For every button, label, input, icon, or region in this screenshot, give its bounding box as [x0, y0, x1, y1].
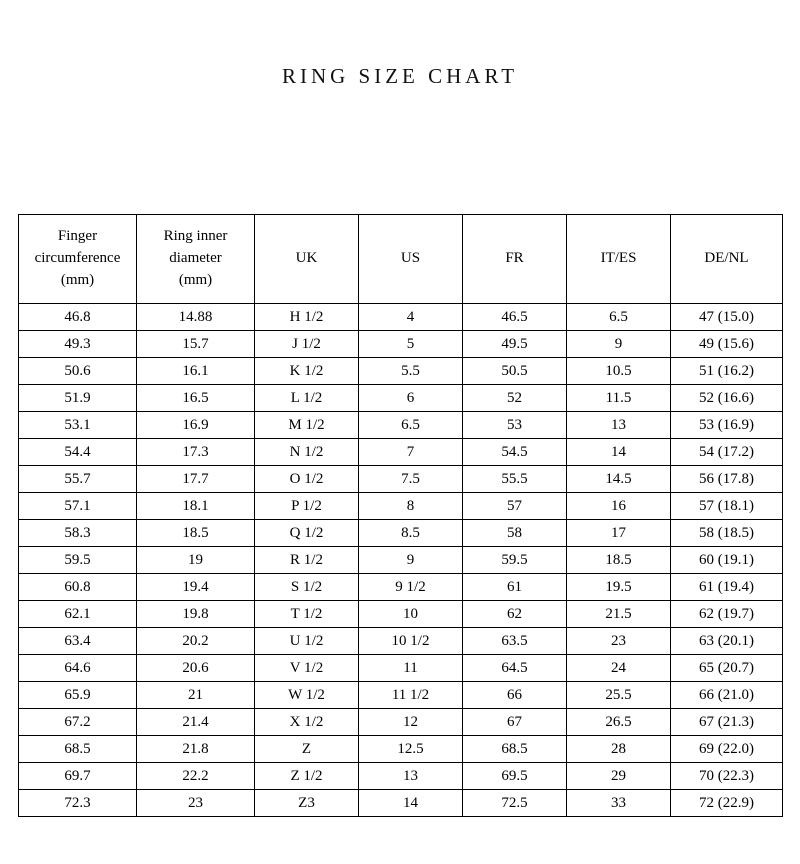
table-cell: M 1/2 — [255, 412, 359, 439]
table-cell: 50.6 — [19, 358, 137, 385]
table-row — [19, 790, 783, 817]
table-row — [19, 358, 783, 385]
table-cell: N 1/2 — [255, 439, 359, 466]
table-cell: 49.5 — [463, 331, 567, 358]
table-cell: Z 1/2 — [255, 763, 359, 790]
table-cell: 8.5 — [359, 520, 463, 547]
table-cell: 56 (17.8) — [671, 466, 783, 493]
table-row — [19, 601, 783, 628]
table-cell: 20.6 — [137, 655, 255, 682]
table-cell: 57 — [463, 493, 567, 520]
table-cell: 12.5 — [359, 736, 463, 763]
table-row — [19, 439, 783, 466]
table-cell: 49.3 — [19, 331, 137, 358]
table-cell: X 1/2 — [255, 709, 359, 736]
table-cell: 68.5 — [463, 736, 567, 763]
table-cell: 59.5 — [19, 547, 137, 574]
table-cell: 17.7 — [137, 466, 255, 493]
table-cell: O 1/2 — [255, 466, 359, 493]
table-cell: 60 (19.1) — [671, 547, 783, 574]
table-cell: 21 — [137, 682, 255, 709]
table-cell: 26.5 — [567, 709, 671, 736]
column-header-line: IT/ES — [600, 250, 637, 267]
table-cell: 11 — [359, 655, 463, 682]
table-cell: 65.9 — [19, 682, 137, 709]
table-cell: 47 (15.0) — [671, 304, 783, 331]
table-cell: 11.5 — [567, 385, 671, 412]
table-cell: 9 1/2 — [359, 574, 463, 601]
table-row — [19, 331, 783, 358]
column-header — [463, 215, 567, 304]
table-cell: 6.5 — [567, 304, 671, 331]
table-cell: 53 — [463, 412, 567, 439]
table-row — [19, 628, 783, 655]
table-cell: 13 — [359, 763, 463, 790]
table-cell: 8 — [359, 493, 463, 520]
table-cell: 66 (21.0) — [671, 682, 783, 709]
table-cell: 55.5 — [463, 466, 567, 493]
table-cell: 63.5 — [463, 628, 567, 655]
table-row — [19, 466, 783, 493]
table-cell: 58 (18.5) — [671, 520, 783, 547]
table-cell: 46.5 — [463, 304, 567, 331]
table-cell: 54 (17.2) — [671, 439, 783, 466]
table-cell: 54.5 — [463, 439, 567, 466]
table-cell: 53 (16.9) — [671, 412, 783, 439]
table-row — [19, 520, 783, 547]
table-cell: 29 — [567, 763, 671, 790]
table-cell: 5 — [359, 331, 463, 358]
table-cell: 24 — [567, 655, 671, 682]
table-cell: 61 (19.4) — [671, 574, 783, 601]
table-cell: 19.4 — [137, 574, 255, 601]
table-cell: 23 — [137, 790, 255, 817]
table-cell: 18.1 — [137, 493, 255, 520]
table-cell: 72.5 — [463, 790, 567, 817]
table-cell: H 1/2 — [255, 304, 359, 331]
table-cell: 5.5 — [359, 358, 463, 385]
table-cell: 70 (22.3) — [671, 763, 783, 790]
table-cell: 58 — [463, 520, 567, 547]
table-cell: 72.3 — [19, 790, 137, 817]
table-row — [19, 655, 783, 682]
table-cell: 61 — [463, 574, 567, 601]
table-cell: 14 — [359, 790, 463, 817]
table-cell: 28 — [567, 736, 671, 763]
table-cell: 9 — [567, 331, 671, 358]
table-cell: W 1/2 — [255, 682, 359, 709]
table-cell: Z — [255, 736, 359, 763]
table-cell: 21.5 — [567, 601, 671, 628]
table-cell: Q 1/2 — [255, 520, 359, 547]
table-cell: 7.5 — [359, 466, 463, 493]
column-header-line: diameter — [169, 250, 222, 267]
table-cell: 50.5 — [463, 358, 567, 385]
table-row — [19, 412, 783, 439]
table-cell: 49 (15.6) — [671, 331, 783, 358]
table-row — [19, 493, 783, 520]
table-cell: 52 — [463, 385, 567, 412]
table-cell: K 1/2 — [255, 358, 359, 385]
column-header — [567, 215, 671, 304]
table-cell: 21.8 — [137, 736, 255, 763]
table-cell: P 1/2 — [255, 493, 359, 520]
table-cell: 33 — [567, 790, 671, 817]
table-cell: 17 — [567, 520, 671, 547]
table-row — [19, 547, 783, 574]
table-row — [19, 736, 783, 763]
table-cell: 16.9 — [137, 412, 255, 439]
table-cell: 69.7 — [19, 763, 137, 790]
table-cell: 10.5 — [567, 358, 671, 385]
table-cell: 19.5 — [567, 574, 671, 601]
table-cell: 17.3 — [137, 439, 255, 466]
table-cell: 64.6 — [19, 655, 137, 682]
table-cell: 60.8 — [19, 574, 137, 601]
table-cell: 19.8 — [137, 601, 255, 628]
table-cell: 21.4 — [137, 709, 255, 736]
table-cell: 10 1/2 — [359, 628, 463, 655]
table-cell: 67.2 — [19, 709, 137, 736]
table-cell: 72 (22.9) — [671, 790, 783, 817]
column-header-line: DE/NL — [704, 250, 749, 267]
column-header-line: US — [400, 250, 421, 267]
table-cell: 6 — [359, 385, 463, 412]
table-cell: 15.7 — [137, 331, 255, 358]
table-row — [19, 763, 783, 790]
column-header-line: FR — [505, 250, 524, 267]
table-cell: U 1/2 — [255, 628, 359, 655]
table-cell: 55.7 — [19, 466, 137, 493]
column-header — [359, 215, 463, 304]
table-cell: 59.5 — [463, 547, 567, 574]
table-cell: 66 — [463, 682, 567, 709]
table-cell: 14.5 — [567, 466, 671, 493]
table-cell: 57 (18.1) — [671, 493, 783, 520]
table-cell: 58.3 — [19, 520, 137, 547]
table-cell: 12 — [359, 709, 463, 736]
table-cell: 51 (16.2) — [671, 358, 783, 385]
column-header-line: UK — [295, 250, 318, 267]
table-cell: 22.2 — [137, 763, 255, 790]
ring-size-table — [18, 214, 783, 817]
table-cell: 63 (20.1) — [671, 628, 783, 655]
table-row — [19, 574, 783, 601]
table-cell: 7 — [359, 439, 463, 466]
table-cell: 20.2 — [137, 628, 255, 655]
table-cell: S 1/2 — [255, 574, 359, 601]
table-cell: 64.5 — [463, 655, 567, 682]
table-cell: J 1/2 — [255, 331, 359, 358]
table-cell: 69 (22.0) — [671, 736, 783, 763]
column-header-line: Finger — [57, 228, 98, 245]
table-cell: 57.1 — [19, 493, 137, 520]
table-cell: 10 — [359, 601, 463, 628]
table-cell: 25.5 — [567, 682, 671, 709]
table-cell: 62.1 — [19, 601, 137, 628]
table-cell: 18.5 — [137, 520, 255, 547]
table-cell: 67 (21.3) — [671, 709, 783, 736]
table-cell: 69.5 — [463, 763, 567, 790]
table-body — [19, 304, 783, 817]
table-cell: 11 1/2 — [359, 682, 463, 709]
column-header — [19, 215, 137, 304]
table-cell: 14.88 — [137, 304, 255, 331]
table-header-row — [19, 215, 783, 304]
table-cell: T 1/2 — [255, 601, 359, 628]
column-header — [137, 215, 255, 304]
table-cell: 19 — [137, 547, 255, 574]
table-cell: 13 — [567, 412, 671, 439]
table-row — [19, 385, 783, 412]
table-cell: 46.8 — [19, 304, 137, 331]
table-cell: 14 — [567, 439, 671, 466]
table-cell: 65 (20.7) — [671, 655, 783, 682]
table-cell: Z3 — [255, 790, 359, 817]
ring-size-chart-page — [0, 64, 800, 864]
table-cell: 16.5 — [137, 385, 255, 412]
column-header — [671, 215, 783, 304]
table-cell: 16.1 — [137, 358, 255, 385]
table-row — [19, 304, 783, 331]
table-cell: 62 — [463, 601, 567, 628]
table-cell: 23 — [567, 628, 671, 655]
table-cell: 54.4 — [19, 439, 137, 466]
table-cell: 53.1 — [19, 412, 137, 439]
column-header — [255, 215, 359, 304]
table-row — [19, 709, 783, 736]
table-cell: 67 — [463, 709, 567, 736]
table-cell: 16 — [567, 493, 671, 520]
table-cell: V 1/2 — [255, 655, 359, 682]
table-row — [19, 682, 783, 709]
table-cell: L 1/2 — [255, 385, 359, 412]
column-header-line: (mm) — [60, 271, 95, 288]
page-title: RING SIZE CHART — [281, 64, 519, 88]
table-cell: 6.5 — [359, 412, 463, 439]
table-cell: 18.5 — [567, 547, 671, 574]
size-chart-container — [18, 214, 782, 817]
table-cell: 4 — [359, 304, 463, 331]
table-cell: 62 (19.7) — [671, 601, 783, 628]
table-cell: R 1/2 — [255, 547, 359, 574]
column-header-line: (mm) — [178, 271, 213, 288]
table-header — [19, 215, 783, 304]
table-cell: 63.4 — [19, 628, 137, 655]
column-header-line: circumference — [34, 250, 121, 267]
column-header-line: Ring inner — [163, 228, 228, 245]
table-cell: 9 — [359, 547, 463, 574]
table-cell: 68.5 — [19, 736, 137, 763]
table-cell: 51.9 — [19, 385, 137, 412]
table-cell: 52 (16.6) — [671, 385, 783, 412]
